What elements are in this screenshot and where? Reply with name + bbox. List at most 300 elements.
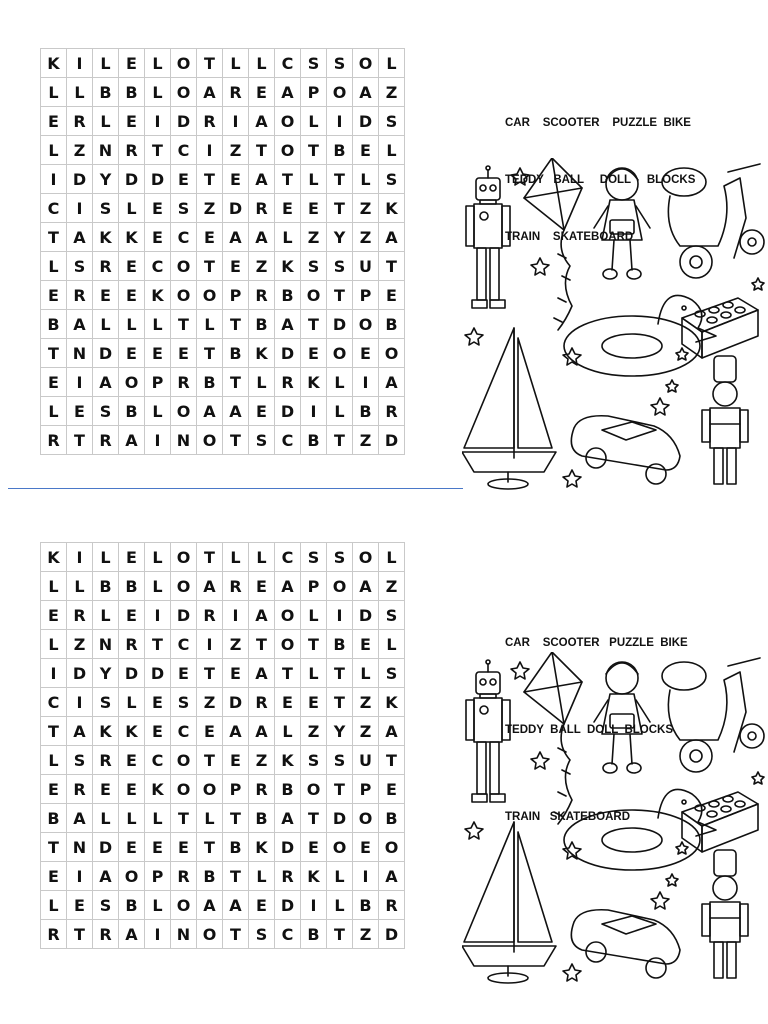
grid-cell[interactable]: K: [145, 775, 171, 804]
grid-cell[interactable]: E: [301, 688, 327, 717]
grid-cell[interactable]: D: [145, 659, 171, 688]
grid-cell[interactable]: T: [223, 368, 249, 397]
grid-cell[interactable]: E: [67, 397, 93, 426]
grid-cell[interactable]: B: [379, 804, 405, 833]
grid-cell[interactable]: T: [327, 775, 353, 804]
grid-cell[interactable]: O: [327, 572, 353, 601]
grid-cell[interactable]: R: [171, 368, 197, 397]
grid-cell[interactable]: B: [327, 136, 353, 165]
grid-cell[interactable]: A: [249, 107, 275, 136]
grid-cell[interactable]: O: [275, 136, 301, 165]
grid-cell[interactable]: P: [145, 368, 171, 397]
grid-cell[interactable]: D: [327, 804, 353, 833]
grid-cell[interactable]: O: [197, 920, 223, 949]
grid-cell[interactable]: L: [249, 543, 275, 572]
grid-cell[interactable]: L: [327, 368, 353, 397]
grid-cell[interactable]: O: [197, 281, 223, 310]
grid-cell[interactable]: L: [145, 397, 171, 426]
grid-cell[interactable]: Y: [327, 223, 353, 252]
grid-cell[interactable]: D: [353, 601, 379, 630]
grid-cell[interactable]: A: [93, 862, 119, 891]
grid-cell[interactable]: S: [327, 49, 353, 78]
grid-cell[interactable]: L: [327, 862, 353, 891]
grid-cell[interactable]: E: [301, 194, 327, 223]
grid-cell[interactable]: T: [249, 630, 275, 659]
grid-cell[interactable]: E: [145, 223, 171, 252]
grid-cell[interactable]: O: [119, 862, 145, 891]
grid-cell[interactable]: I: [197, 136, 223, 165]
grid-cell[interactable]: I: [301, 397, 327, 426]
grid-cell[interactable]: S: [327, 543, 353, 572]
grid-cell[interactable]: T: [327, 920, 353, 949]
grid-cell[interactable]: L: [119, 688, 145, 717]
grid-cell[interactable]: Z: [223, 136, 249, 165]
grid-cell[interactable]: R: [379, 397, 405, 426]
grid-cell[interactable]: L: [93, 804, 119, 833]
grid-cell[interactable]: I: [353, 862, 379, 891]
grid-cell[interactable]: E: [275, 194, 301, 223]
grid-cell[interactable]: L: [93, 49, 119, 78]
grid-cell[interactable]: E: [379, 281, 405, 310]
grid-cell[interactable]: P: [223, 775, 249, 804]
grid-cell[interactable]: E: [119, 746, 145, 775]
grid-cell[interactable]: B: [327, 630, 353, 659]
grid-cell[interactable]: O: [353, 49, 379, 78]
grid-cell[interactable]: A: [197, 397, 223, 426]
grid-cell[interactable]: Z: [301, 223, 327, 252]
grid-cell[interactable]: S: [67, 252, 93, 281]
grid-cell[interactable]: L: [67, 572, 93, 601]
grid-cell[interactable]: L: [275, 717, 301, 746]
grid-cell[interactable]: O: [171, 281, 197, 310]
grid-cell[interactable]: A: [275, 310, 301, 339]
grid-cell[interactable]: B: [119, 397, 145, 426]
grid-cell[interactable]: E: [301, 339, 327, 368]
grid-cell[interactable]: K: [93, 717, 119, 746]
grid-cell[interactable]: S: [67, 746, 93, 775]
grid-cell[interactable]: D: [275, 339, 301, 368]
grid-cell[interactable]: K: [379, 194, 405, 223]
grid-cell[interactable]: B: [249, 310, 275, 339]
grid-cell[interactable]: E: [145, 688, 171, 717]
grid-cell[interactable]: T: [41, 717, 67, 746]
grid-cell[interactable]: Z: [197, 688, 223, 717]
grid-cell[interactable]: S: [301, 49, 327, 78]
grid-cell[interactable]: A: [67, 804, 93, 833]
grid-cell[interactable]: L: [41, 252, 67, 281]
grid-cell[interactable]: I: [353, 368, 379, 397]
grid-cell[interactable]: E: [119, 281, 145, 310]
grid-cell[interactable]: P: [145, 862, 171, 891]
grid-cell[interactable]: P: [223, 281, 249, 310]
grid-cell[interactable]: D: [119, 165, 145, 194]
grid-cell[interactable]: O: [171, 78, 197, 107]
grid-cell[interactable]: T: [327, 426, 353, 455]
grid-cell[interactable]: S: [327, 746, 353, 775]
grid-cell[interactable]: L: [197, 310, 223, 339]
grid-cell[interactable]: R: [67, 601, 93, 630]
grid-cell[interactable]: O: [171, 891, 197, 920]
grid-cell[interactable]: E: [41, 281, 67, 310]
grid-cell[interactable]: E: [119, 833, 145, 862]
grid-cell[interactable]: I: [41, 659, 67, 688]
grid-cell[interactable]: E: [249, 397, 275, 426]
grid-cell[interactable]: E: [41, 862, 67, 891]
grid-cell[interactable]: E: [353, 339, 379, 368]
grid-cell[interactable]: C: [171, 630, 197, 659]
grid-cell[interactable]: R: [93, 746, 119, 775]
grid-cell[interactable]: L: [379, 543, 405, 572]
grid-cell[interactable]: T: [67, 426, 93, 455]
grid-cell[interactable]: S: [93, 194, 119, 223]
grid-cell[interactable]: S: [171, 688, 197, 717]
grid-cell[interactable]: L: [93, 543, 119, 572]
grid-cell[interactable]: E: [249, 78, 275, 107]
grid-cell[interactable]: L: [67, 78, 93, 107]
grid-cell[interactable]: I: [327, 601, 353, 630]
grid-cell[interactable]: A: [93, 368, 119, 397]
grid-cell[interactable]: O: [353, 804, 379, 833]
grid-cell[interactable]: L: [249, 49, 275, 78]
grid-cell[interactable]: O: [275, 601, 301, 630]
grid-cell[interactable]: T: [145, 136, 171, 165]
grid-cell[interactable]: I: [67, 862, 93, 891]
grid-cell[interactable]: A: [249, 601, 275, 630]
grid-cell[interactable]: T: [275, 659, 301, 688]
grid-cell[interactable]: K: [145, 281, 171, 310]
grid-cell[interactable]: E: [223, 165, 249, 194]
grid-cell[interactable]: S: [93, 688, 119, 717]
grid-cell[interactable]: I: [41, 165, 67, 194]
grid-cell[interactable]: I: [67, 368, 93, 397]
grid-cell[interactable]: E: [223, 252, 249, 281]
grid-cell[interactable]: L: [223, 49, 249, 78]
grid-cell[interactable]: L: [145, 891, 171, 920]
grid-cell[interactable]: D: [223, 688, 249, 717]
grid-cell[interactable]: K: [275, 746, 301, 775]
grid-cell[interactable]: I: [145, 426, 171, 455]
grid-cell[interactable]: I: [67, 49, 93, 78]
grid-cell[interactable]: B: [275, 775, 301, 804]
grid-cell[interactable]: I: [67, 688, 93, 717]
grid-cell[interactable]: T: [223, 804, 249, 833]
grid-cell[interactable]: B: [93, 572, 119, 601]
grid-cell[interactable]: L: [145, 78, 171, 107]
grid-cell[interactable]: S: [93, 891, 119, 920]
grid-cell[interactable]: B: [223, 833, 249, 862]
grid-cell[interactable]: L: [145, 543, 171, 572]
grid-cell[interactable]: I: [301, 891, 327, 920]
grid-cell[interactable]: Z: [353, 717, 379, 746]
grid-cell[interactable]: E: [145, 339, 171, 368]
grid-cell[interactable]: C: [275, 920, 301, 949]
grid-cell[interactable]: N: [93, 630, 119, 659]
grid-cell[interactable]: R: [67, 775, 93, 804]
grid-cell[interactable]: O: [275, 630, 301, 659]
grid-cell[interactable]: R: [249, 281, 275, 310]
grid-cell[interactable]: E: [249, 891, 275, 920]
grid-cell[interactable]: D: [67, 165, 93, 194]
grid-cell[interactable]: D: [353, 107, 379, 136]
grid-cell[interactable]: Z: [223, 630, 249, 659]
grid-cell[interactable]: A: [119, 426, 145, 455]
grid-cell[interactable]: T: [197, 746, 223, 775]
grid-cell[interactable]: C: [171, 136, 197, 165]
grid-cell[interactable]: D: [275, 891, 301, 920]
grid-cell[interactable]: K: [41, 543, 67, 572]
grid-cell[interactable]: U: [353, 252, 379, 281]
grid-cell[interactable]: B: [197, 862, 223, 891]
grid-cell[interactable]: L: [379, 630, 405, 659]
grid-cell[interactable]: R: [67, 107, 93, 136]
grid-cell[interactable]: A: [249, 165, 275, 194]
grid-cell[interactable]: E: [275, 688, 301, 717]
grid-cell[interactable]: T: [145, 630, 171, 659]
grid-cell[interactable]: A: [197, 572, 223, 601]
grid-cell[interactable]: T: [249, 136, 275, 165]
grid-cell[interactable]: L: [119, 194, 145, 223]
grid-cell[interactable]: K: [41, 49, 67, 78]
grid-cell[interactable]: O: [353, 310, 379, 339]
grid-cell[interactable]: K: [249, 339, 275, 368]
grid-cell[interactable]: I: [223, 601, 249, 630]
grid-cell[interactable]: Y: [327, 717, 353, 746]
grid-cell[interactable]: R: [249, 688, 275, 717]
grid-cell[interactable]: S: [249, 920, 275, 949]
grid-cell[interactable]: T: [275, 165, 301, 194]
grid-cell[interactable]: B: [275, 281, 301, 310]
grid-cell[interactable]: E: [93, 281, 119, 310]
grid-cell[interactable]: L: [93, 601, 119, 630]
grid-cell[interactable]: K: [249, 833, 275, 862]
grid-cell[interactable]: E: [119, 601, 145, 630]
grid-cell[interactable]: B: [223, 339, 249, 368]
grid-cell[interactable]: L: [119, 310, 145, 339]
grid-cell[interactable]: T: [197, 833, 223, 862]
grid-cell[interactable]: E: [119, 252, 145, 281]
grid-cell[interactable]: A: [119, 920, 145, 949]
grid-cell[interactable]: L: [41, 136, 67, 165]
grid-cell[interactable]: D: [93, 833, 119, 862]
grid-cell[interactable]: D: [93, 339, 119, 368]
grid-cell[interactable]: E: [249, 572, 275, 601]
grid-cell[interactable]: R: [249, 194, 275, 223]
grid-cell[interactable]: E: [119, 107, 145, 136]
grid-cell[interactable]: C: [145, 746, 171, 775]
grid-cell[interactable]: R: [223, 572, 249, 601]
grid-cell[interactable]: L: [353, 165, 379, 194]
grid-cell[interactable]: L: [301, 659, 327, 688]
grid-cell[interactable]: E: [41, 107, 67, 136]
grid-cell[interactable]: Z: [353, 920, 379, 949]
grid-cell[interactable]: E: [197, 717, 223, 746]
grid-cell[interactable]: S: [171, 194, 197, 223]
grid-cell[interactable]: T: [301, 310, 327, 339]
grid-cell[interactable]: D: [379, 426, 405, 455]
grid-cell[interactable]: T: [41, 339, 67, 368]
grid-cell[interactable]: T: [301, 630, 327, 659]
grid-cell[interactable]: P: [301, 572, 327, 601]
grid-cell[interactable]: E: [145, 717, 171, 746]
grid-cell[interactable]: K: [119, 717, 145, 746]
grid-cell[interactable]: Z: [197, 194, 223, 223]
grid-cell[interactable]: O: [197, 426, 223, 455]
grid-cell[interactable]: L: [379, 136, 405, 165]
grid-cell[interactable]: D: [223, 194, 249, 223]
grid-cell[interactable]: Z: [249, 252, 275, 281]
grid-cell[interactable]: O: [197, 775, 223, 804]
grid-cell[interactable]: R: [93, 252, 119, 281]
grid-cell[interactable]: A: [223, 891, 249, 920]
grid-cell[interactable]: L: [93, 107, 119, 136]
grid-cell[interactable]: A: [353, 572, 379, 601]
grid-cell[interactable]: O: [353, 543, 379, 572]
grid-cell[interactable]: K: [379, 688, 405, 717]
grid-cell[interactable]: K: [301, 862, 327, 891]
grid-cell[interactable]: I: [197, 630, 223, 659]
grid-cell[interactable]: T: [327, 165, 353, 194]
grid-cell[interactable]: I: [327, 107, 353, 136]
grid-cell[interactable]: B: [197, 368, 223, 397]
grid-cell[interactable]: L: [41, 78, 67, 107]
grid-cell[interactable]: I: [223, 107, 249, 136]
grid-cell[interactable]: A: [249, 717, 275, 746]
grid-cell[interactable]: B: [379, 310, 405, 339]
grid-cell[interactable]: A: [275, 78, 301, 107]
grid-cell[interactable]: T: [223, 310, 249, 339]
grid-cell[interactable]: R: [41, 426, 67, 455]
grid-cell[interactable]: L: [41, 572, 67, 601]
grid-cell[interactable]: E: [353, 136, 379, 165]
grid-cell[interactable]: B: [249, 804, 275, 833]
grid-cell[interactable]: L: [249, 368, 275, 397]
grid-cell[interactable]: B: [353, 891, 379, 920]
grid-cell[interactable]: B: [41, 804, 67, 833]
grid-cell[interactable]: O: [171, 252, 197, 281]
grid-cell[interactable]: D: [119, 659, 145, 688]
grid-cell[interactable]: L: [353, 659, 379, 688]
grid-cell[interactable]: Y: [93, 165, 119, 194]
grid-cell[interactable]: T: [223, 920, 249, 949]
grid-cell[interactable]: Z: [249, 746, 275, 775]
grid-cell[interactable]: L: [301, 107, 327, 136]
grid-cell[interactable]: O: [171, 397, 197, 426]
grid-cell[interactable]: E: [353, 833, 379, 862]
grid-cell[interactable]: S: [249, 426, 275, 455]
grid-cell[interactable]: L: [93, 310, 119, 339]
grid-cell[interactable]: B: [119, 572, 145, 601]
grid-cell[interactable]: E: [41, 775, 67, 804]
grid-cell[interactable]: I: [145, 920, 171, 949]
grid-cell[interactable]: A: [275, 572, 301, 601]
grid-cell[interactable]: P: [353, 281, 379, 310]
grid-cell[interactable]: O: [301, 775, 327, 804]
grid-cell[interactable]: E: [119, 49, 145, 78]
grid-cell[interactable]: T: [171, 804, 197, 833]
grid-cell[interactable]: B: [119, 891, 145, 920]
grid-cell[interactable]: E: [145, 194, 171, 223]
grid-cell[interactable]: T: [327, 688, 353, 717]
grid-cell[interactable]: C: [41, 688, 67, 717]
grid-cell[interactable]: A: [379, 223, 405, 252]
grid-cell[interactable]: L: [145, 572, 171, 601]
grid-cell[interactable]: N: [67, 339, 93, 368]
grid-cell[interactable]: R: [119, 630, 145, 659]
grid-cell[interactable]: L: [275, 223, 301, 252]
grid-cell[interactable]: Z: [379, 572, 405, 601]
grid-cell[interactable]: T: [197, 543, 223, 572]
grid-cell[interactable]: T: [327, 659, 353, 688]
grid-cell[interactable]: E: [301, 833, 327, 862]
grid-cell[interactable]: D: [327, 310, 353, 339]
grid-cell[interactable]: R: [119, 136, 145, 165]
grid-cell[interactable]: R: [197, 107, 223, 136]
grid-cell[interactable]: K: [119, 223, 145, 252]
grid-cell[interactable]: K: [93, 223, 119, 252]
grid-cell[interactable]: T: [223, 862, 249, 891]
grid-cell[interactable]: L: [145, 804, 171, 833]
grid-cell[interactable]: R: [379, 891, 405, 920]
grid-cell[interactable]: P: [301, 78, 327, 107]
grid-cell[interactable]: L: [379, 49, 405, 78]
grid-cell[interactable]: E: [197, 223, 223, 252]
grid-cell[interactable]: O: [301, 281, 327, 310]
grid-cell[interactable]: A: [197, 78, 223, 107]
grid-cell[interactable]: O: [171, 572, 197, 601]
grid-cell[interactable]: O: [171, 543, 197, 572]
grid-cell[interactable]: L: [327, 397, 353, 426]
grid-cell[interactable]: L: [41, 397, 67, 426]
grid-cell[interactable]: S: [327, 252, 353, 281]
grid-cell[interactable]: A: [67, 310, 93, 339]
grid-cell[interactable]: T: [327, 281, 353, 310]
grid-cell[interactable]: Y: [93, 659, 119, 688]
grid-cell[interactable]: L: [145, 49, 171, 78]
grid-cell[interactable]: O: [379, 339, 405, 368]
grid-cell[interactable]: E: [171, 165, 197, 194]
grid-cell[interactable]: E: [223, 746, 249, 775]
grid-cell[interactable]: E: [171, 339, 197, 368]
grid-cell[interactable]: A: [353, 78, 379, 107]
grid-cell[interactable]: S: [379, 107, 405, 136]
grid-cell[interactable]: S: [301, 746, 327, 775]
grid-cell[interactable]: N: [67, 833, 93, 862]
grid-cell[interactable]: B: [353, 397, 379, 426]
grid-cell[interactable]: A: [249, 223, 275, 252]
grid-cell[interactable]: L: [327, 891, 353, 920]
grid-cell[interactable]: C: [41, 194, 67, 223]
grid-cell[interactable]: I: [145, 107, 171, 136]
grid-cell[interactable]: B: [93, 78, 119, 107]
grid-cell[interactable]: C: [171, 717, 197, 746]
grid-cell[interactable]: T: [197, 659, 223, 688]
grid-cell[interactable]: A: [67, 223, 93, 252]
grid-cell[interactable]: A: [223, 717, 249, 746]
grid-cell[interactable]: I: [67, 543, 93, 572]
grid-cell[interactable]: N: [93, 136, 119, 165]
grid-cell[interactable]: P: [353, 775, 379, 804]
grid-cell[interactable]: R: [93, 426, 119, 455]
grid-cell[interactable]: Z: [353, 223, 379, 252]
grid-cell[interactable]: D: [275, 397, 301, 426]
grid-cell[interactable]: E: [171, 833, 197, 862]
grid-cell[interactable]: A: [379, 717, 405, 746]
grid-cell[interactable]: E: [119, 775, 145, 804]
grid-cell[interactable]: Z: [353, 426, 379, 455]
grid-cell[interactable]: B: [301, 920, 327, 949]
grid-cell[interactable]: E: [353, 630, 379, 659]
grid-cell[interactable]: L: [301, 601, 327, 630]
